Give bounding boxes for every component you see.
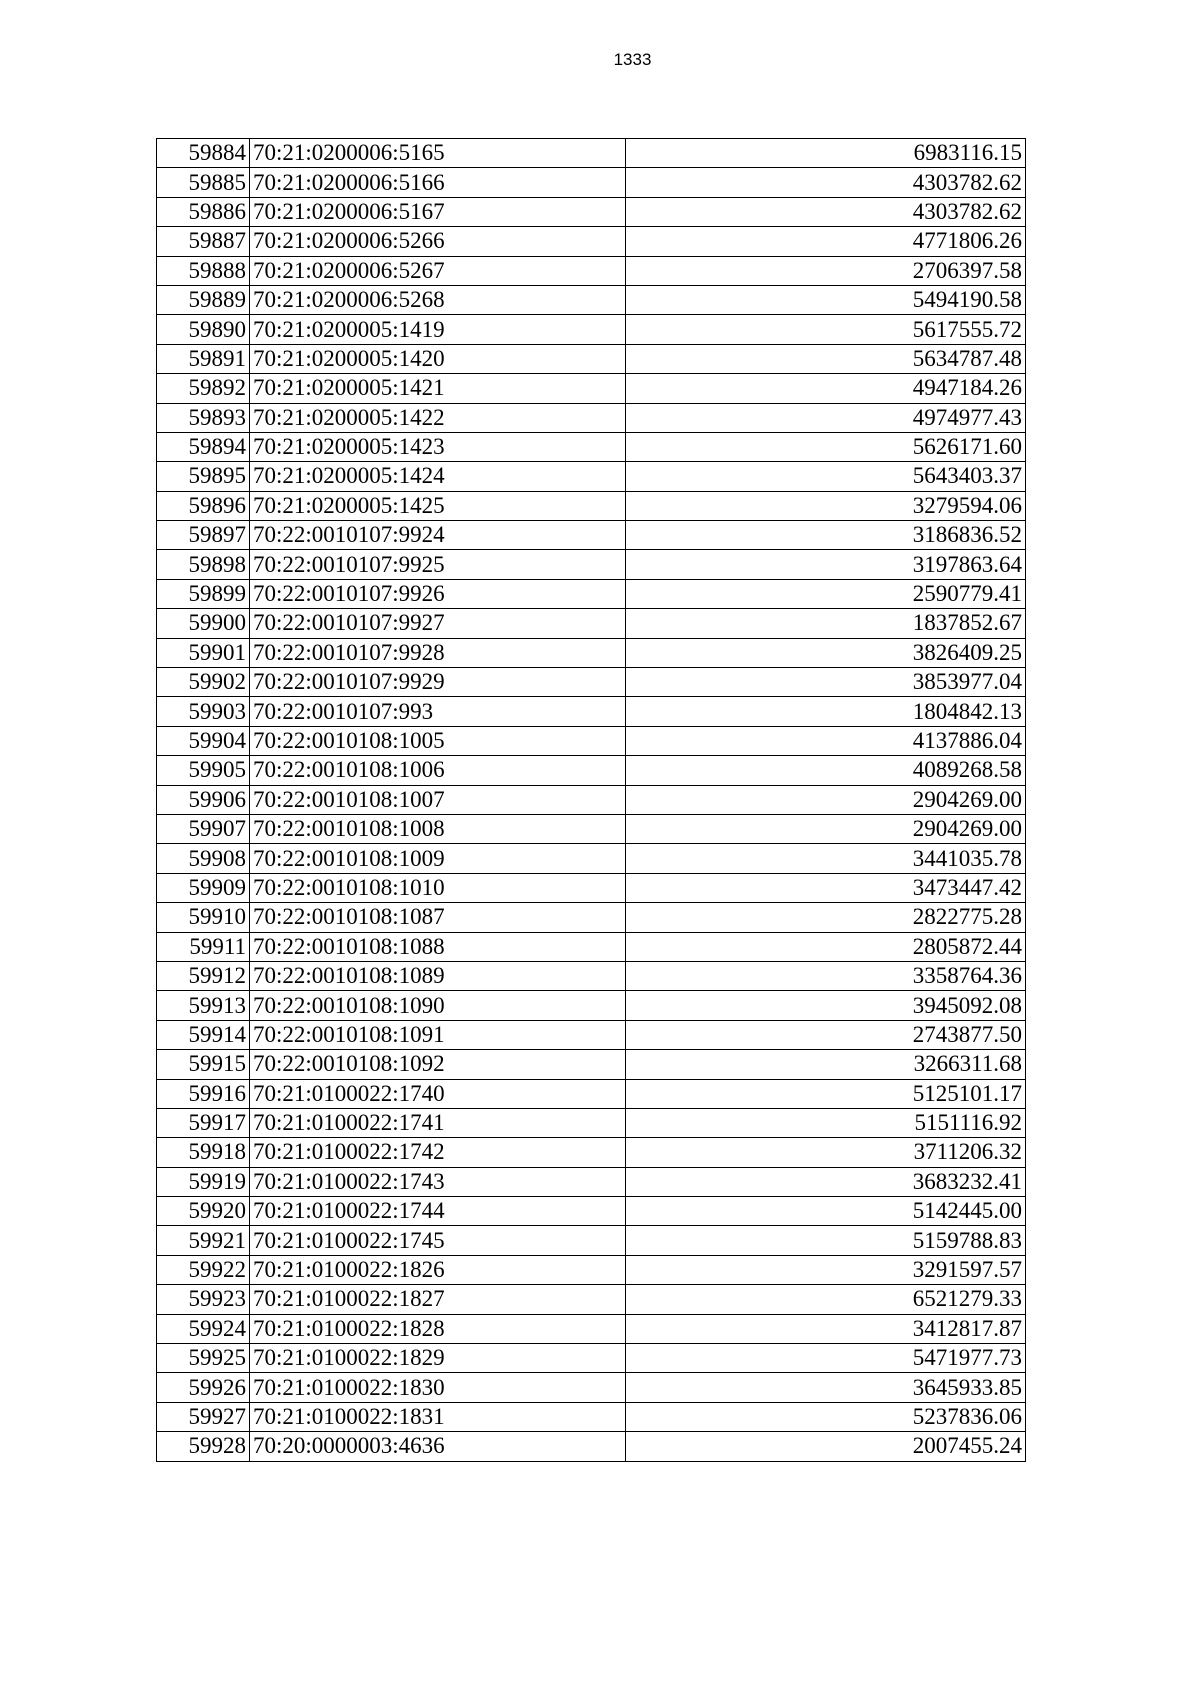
table-row (157, 139, 1026, 168)
row-number-cell: 59899 (157, 579, 250, 608)
table-row (157, 1138, 1026, 1167)
cadastral-value-cell: 6983116.15 (626, 139, 1026, 168)
cadastral-value-cell: 1837852.67 (626, 609, 1026, 638)
table-row (157, 256, 1026, 285)
row-number-cell: 59927 (157, 1402, 250, 1431)
row-number-cell: 59893 (157, 403, 250, 432)
table-row (157, 344, 1026, 373)
cadastral-number-cell: 70:22:0010107:9926 (250, 579, 626, 608)
cadastral-value-cell: 3711206.32 (626, 1138, 1026, 1167)
row-number-cell: 59887 (157, 227, 250, 256)
cadastral-number-cell: 70:21:0200005:1424 (250, 462, 626, 491)
table-row (157, 1197, 1026, 1226)
cadastral-number-cell: 70:21:0200005:1420 (250, 344, 626, 373)
row-number-cell: 59928 (157, 1432, 250, 1461)
cadastral-value-cell: 3186836.52 (626, 521, 1026, 550)
row-number-cell: 59910 (157, 903, 250, 932)
table-row (157, 315, 1026, 344)
table-row (157, 168, 1026, 197)
cadastral-number-cell: 70:21:0100022:1745 (250, 1226, 626, 1255)
cadastral-value-cell: 3853977.04 (626, 668, 1026, 697)
table-row (157, 638, 1026, 667)
cadastral-value-cell: 3945092.08 (626, 991, 1026, 1020)
table-row (157, 932, 1026, 961)
row-number-cell: 59916 (157, 1079, 250, 1108)
table-row (157, 374, 1026, 403)
row-number-cell: 59886 (157, 197, 250, 226)
cadastral-number-cell: 70:21:0100022:1829 (250, 1344, 626, 1373)
cadastral-number-cell: 70:21:0200006:5166 (250, 168, 626, 197)
row-number-cell: 59900 (157, 609, 250, 638)
row-number-cell: 59925 (157, 1344, 250, 1373)
row-number-cell: 59921 (157, 1226, 250, 1255)
table-row (157, 227, 1026, 256)
cadastral-number-cell: 70:22:0010108:1007 (250, 785, 626, 814)
table-row (157, 285, 1026, 314)
table-row (157, 873, 1026, 902)
row-number-cell: 59915 (157, 1050, 250, 1079)
cadastral-number-cell: 70:21:0200006:5266 (250, 227, 626, 256)
row-number-cell: 59923 (157, 1285, 250, 1314)
cadastral-value-cell: 4303782.62 (626, 168, 1026, 197)
cadastral-value-cell: 5159788.83 (626, 1226, 1026, 1255)
cadastral-value-cell: 5634787.48 (626, 344, 1026, 373)
cadastral-number-cell: 70:22:0010107:9929 (250, 668, 626, 697)
table-row (157, 991, 1026, 1020)
cadastral-value-cell: 4771806.26 (626, 227, 1026, 256)
cadastral-number-cell: 70:22:0010108:1006 (250, 756, 626, 785)
row-number-cell: 59908 (157, 844, 250, 873)
cadastral-number-cell: 70:22:0010108:1091 (250, 1020, 626, 1049)
table-row (157, 462, 1026, 491)
cadastral-number-cell: 70:21:0200005:1419 (250, 315, 626, 344)
table-row (157, 756, 1026, 785)
row-number-cell: 59911 (157, 932, 250, 961)
table-row (157, 1020, 1026, 1049)
row-number-cell: 59914 (157, 1020, 250, 1049)
table-row (157, 432, 1026, 461)
cadastral-value-cell: 4947184.26 (626, 374, 1026, 403)
row-number-cell: 59888 (157, 256, 250, 285)
cadastral-number-cell: 70:21:0200005:1422 (250, 403, 626, 432)
row-number-cell: 59918 (157, 1138, 250, 1167)
cadastral-value-cell: 4089268.58 (626, 756, 1026, 785)
cadastral-number-cell: 70:21:0100022:1743 (250, 1167, 626, 1196)
cadastral-value-cell: 2590779.41 (626, 579, 1026, 608)
table-row (157, 1432, 1026, 1461)
table-row (157, 197, 1026, 226)
table-row (157, 579, 1026, 608)
cadastral-value-cell: 3412817.87 (626, 1314, 1026, 1343)
cadastral-number-cell: 70:22:0010108:1009 (250, 844, 626, 873)
row-number-cell: 59905 (157, 756, 250, 785)
cadastral-number-cell: 70:21:0100022:1830 (250, 1373, 626, 1402)
cadastral-value-cell: 2904269.00 (626, 814, 1026, 843)
table-row (157, 844, 1026, 873)
table-row (157, 491, 1026, 520)
cadastral-number-cell: 70:22:0010107:9924 (250, 521, 626, 550)
cadastral-number-cell: 70:22:0010107:9928 (250, 638, 626, 667)
cadastral-value-cell: 5626171.60 (626, 432, 1026, 461)
row-number-cell: 59909 (157, 873, 250, 902)
cadastral-number-cell: 70:22:0010108:1005 (250, 726, 626, 755)
row-number-cell: 59913 (157, 991, 250, 1020)
row-number-cell: 59903 (157, 697, 250, 726)
row-number-cell: 59906 (157, 785, 250, 814)
table-row (157, 550, 1026, 579)
cadastral-value-cell: 3279594.06 (626, 491, 1026, 520)
row-number-cell: 59922 (157, 1255, 250, 1284)
row-number-cell: 59902 (157, 668, 250, 697)
cadastral-value-cell: 5617555.72 (626, 315, 1026, 344)
cadastral-number-cell: 70:22:0010108:1092 (250, 1050, 626, 1079)
cadastral-number-cell: 70:21:0200005:1425 (250, 491, 626, 520)
row-number-cell: 59917 (157, 1108, 250, 1137)
row-number-cell: 59894 (157, 432, 250, 461)
page-number: 1333 (613, 50, 652, 69)
row-number-cell: 59889 (157, 285, 250, 314)
table-body (157, 139, 1026, 1462)
cadastral-number-cell: 70:21:0200005:1423 (250, 432, 626, 461)
row-number-cell: 59897 (157, 521, 250, 550)
cadastral-value-cell: 3291597.57 (626, 1255, 1026, 1284)
cadastral-number-cell: 70:20:0000003:4636 (250, 1432, 626, 1461)
cadastral-number-cell: 70:22:0010108:1010 (250, 873, 626, 902)
table-row (157, 1373, 1026, 1402)
cadastral-value-cell: 4137886.04 (626, 726, 1026, 755)
cadastral-value-cell: 3266311.68 (626, 1050, 1026, 1079)
cadastral-value-cell: 4974977.43 (626, 403, 1026, 432)
cadastral-value-cell: 2822775.28 (626, 903, 1026, 932)
cadastral-value-cell: 3441035.78 (626, 844, 1026, 873)
table-row (157, 1167, 1026, 1196)
table-row (157, 521, 1026, 550)
cadastral-number-cell: 70:21:0100022:1740 (250, 1079, 626, 1108)
table-row (157, 1050, 1026, 1079)
cadastral-value-cell: 2706397.58 (626, 256, 1026, 285)
cadastral-value-cell: 3645933.85 (626, 1373, 1026, 1402)
cadastral-value-cell: 4303782.62 (626, 197, 1026, 226)
cadastral-number-cell: 70:21:0100022:1831 (250, 1402, 626, 1431)
cadastral-number-cell: 70:21:0100022:1742 (250, 1138, 626, 1167)
table-row (157, 961, 1026, 990)
row-number-cell: 59912 (157, 961, 250, 990)
cadastral-number-cell: 70:21:0100022:1741 (250, 1108, 626, 1137)
row-number-cell: 59924 (157, 1314, 250, 1343)
table-row (157, 1285, 1026, 1314)
cadastral-value-cell: 5151116.92 (626, 1108, 1026, 1137)
cadastral-number-cell: 70:21:0200006:5268 (250, 285, 626, 314)
cadastral-value-cell: 5643403.37 (626, 462, 1026, 491)
cadastral-number-cell: 70:22:0010107:993 (250, 697, 626, 726)
cadastral-number-cell: 70:21:0200006:5167 (250, 197, 626, 226)
table-row (157, 609, 1026, 638)
cadastral-value-cell: 3197863.64 (626, 550, 1026, 579)
table-row (157, 1402, 1026, 1431)
cadastral-value-cell: 3683232.41 (626, 1167, 1026, 1196)
cadastral-value-cell: 2007455.24 (626, 1432, 1026, 1461)
row-number-cell: 59892 (157, 374, 250, 403)
cadastral-value-cell: 2904269.00 (626, 785, 1026, 814)
table-row (157, 785, 1026, 814)
cadastral-value-cell: 3358764.36 (626, 961, 1026, 990)
cadastral-value-cell: 5471977.73 (626, 1344, 1026, 1373)
table-row (157, 1079, 1026, 1108)
cadastral-number-cell: 70:22:0010107:9927 (250, 609, 626, 638)
table-row (157, 697, 1026, 726)
table-row (157, 1314, 1026, 1343)
row-number-cell: 59919 (157, 1167, 250, 1196)
table-row (157, 1108, 1026, 1137)
row-number-cell: 59891 (157, 344, 250, 373)
cadastral-value-cell: 6521279.33 (626, 1285, 1026, 1314)
table-row (157, 668, 1026, 697)
table-row (157, 1255, 1026, 1284)
row-number-cell: 59920 (157, 1197, 250, 1226)
row-number-cell: 59904 (157, 726, 250, 755)
cadastral-number-cell: 70:21:0100022:1827 (250, 1285, 626, 1314)
cadastral-value-cell: 2805872.44 (626, 932, 1026, 961)
cadastral-number-cell: 70:22:0010108:1089 (250, 961, 626, 990)
cadastral-value-cell: 5494190.58 (626, 285, 1026, 314)
table-row (157, 903, 1026, 932)
row-number-cell: 59895 (157, 462, 250, 491)
row-number-cell: 59907 (157, 814, 250, 843)
cadastral-number-cell: 70:21:0100022:1828 (250, 1314, 626, 1343)
cadastral-value-cell: 5142445.00 (626, 1197, 1026, 1226)
cadastral-value-cell: 3826409.25 (626, 638, 1026, 667)
row-number-cell: 59885 (157, 168, 250, 197)
row-number-cell: 59884 (157, 139, 250, 168)
row-number-cell: 59890 (157, 315, 250, 344)
row-number-cell: 59896 (157, 491, 250, 520)
table-row (157, 814, 1026, 843)
row-number-cell: 59926 (157, 1373, 250, 1402)
row-number-cell: 59901 (157, 638, 250, 667)
table-row (157, 726, 1026, 755)
cadastral-number-cell: 70:22:0010107:9925 (250, 550, 626, 579)
cadastral-value-cell: 5237836.06 (626, 1402, 1026, 1431)
cadastral-number-cell: 70:21:0200006:5165 (250, 139, 626, 168)
table-row (157, 1226, 1026, 1255)
table-row (157, 403, 1026, 432)
cadastral-number-cell: 70:21:0200005:1421 (250, 374, 626, 403)
cadastral-value-table (156, 138, 1026, 1462)
cadastral-value-cell: 5125101.17 (626, 1079, 1026, 1108)
cadastral-number-cell: 70:22:0010108:1008 (250, 814, 626, 843)
cadastral-number-cell: 70:21:0200006:5267 (250, 256, 626, 285)
row-number-cell: 59898 (157, 550, 250, 579)
cadastral-number-cell: 70:21:0100022:1744 (250, 1197, 626, 1226)
cadastral-value-cell: 1804842.13 (626, 697, 1026, 726)
cadastral-number-cell: 70:22:0010108:1087 (250, 903, 626, 932)
cadastral-number-cell: 70:22:0010108:1088 (250, 932, 626, 961)
table-row (157, 1344, 1026, 1373)
cadastral-number-cell: 70:22:0010108:1090 (250, 991, 626, 1020)
cadastral-value-cell: 3473447.42 (626, 873, 1026, 902)
cadastral-value-cell: 2743877.50 (626, 1020, 1026, 1049)
cadastral-number-cell: 70:21:0100022:1826 (250, 1255, 626, 1284)
